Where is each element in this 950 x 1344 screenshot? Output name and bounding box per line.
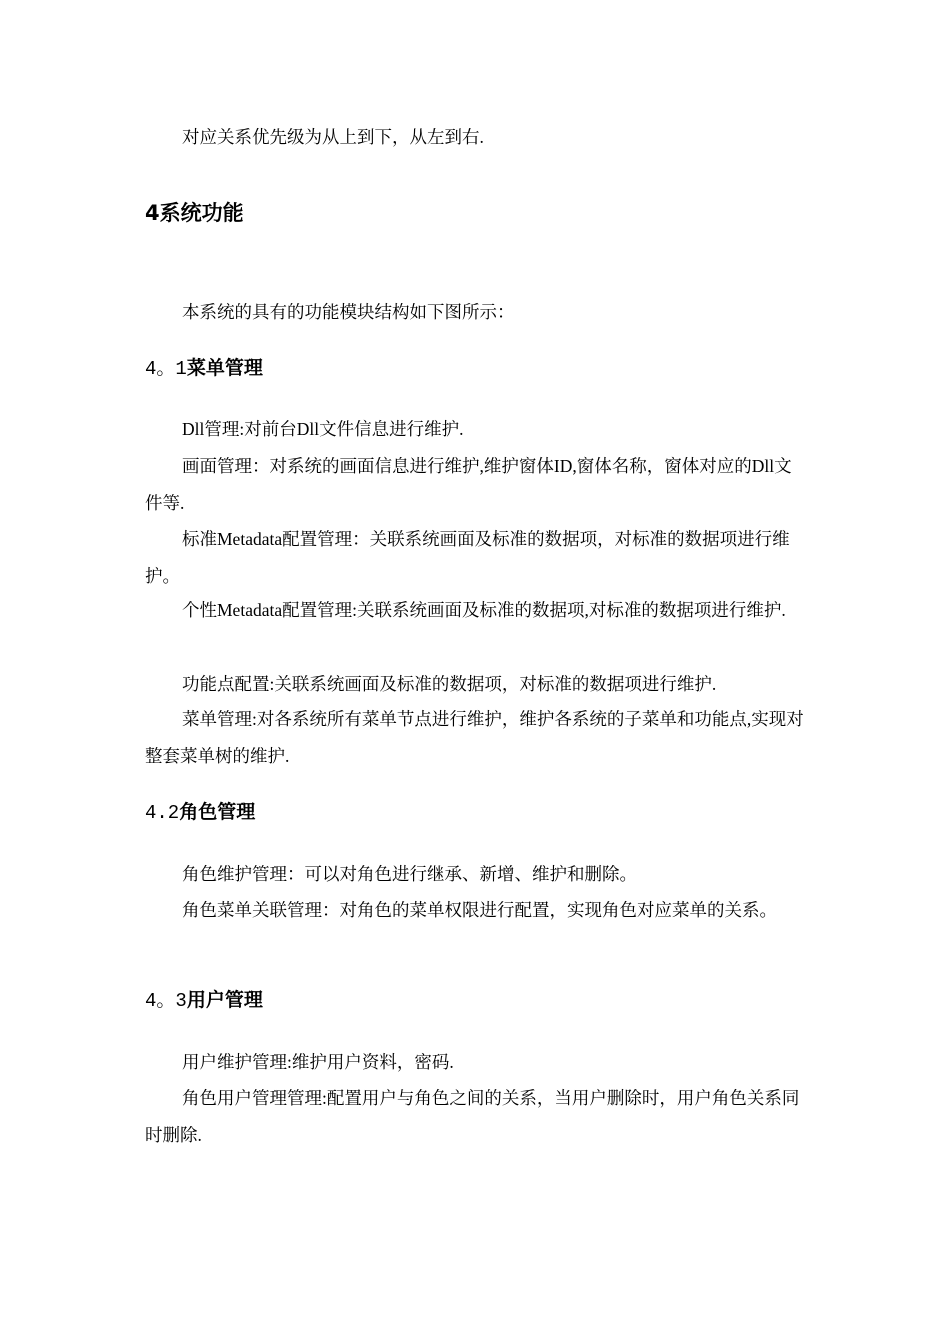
paragraph-dll-management: Dll管理:对前台Dll文件信息进行维护. (182, 419, 464, 439)
section-4-number: 4 (145, 201, 160, 225)
section-4-title: 系统功能 (159, 201, 244, 225)
paragraph-role-user: 角色用户管理管理:配置用户与角色之间的关系，当用户删除时，用户角色关系同时删除. (145, 1088, 800, 1145)
paragraph-screen-management: 画面管理：对系统的画面信息进行维护,维护窗体ID,窗体名称，窗体对应的Dll文件等. (145, 456, 792, 513)
paragraph-role-menu: 角色菜单关联管理：对角色的菜单权限进行配置，实现角色对应菜单的关系。 (182, 900, 777, 920)
section-4-1-number: 4。1 (145, 358, 187, 380)
paragraph-custom-metadata: 个性Metadata配置管理:关联系统画面及标准的数据项,对标准的数据项进行维护. (182, 600, 786, 620)
paragraph-standard-metadata: 标准Metadata配置管理：关联系统画面及标准的数据项，对标准的数据项进行维护。 (145, 529, 790, 586)
section-4-2-title: 角色管理 (179, 801, 256, 823)
section-4-3-number: 4。3 (145, 990, 187, 1012)
section-4-1-heading (145, 354, 263, 383)
paragraph-user-maintenance: 用户维护管理:维护用户资料，密码. (182, 1052, 454, 1072)
priority-note: 对应关系优先级为从上到下，从左到右. (182, 127, 484, 147)
section-4-2-number: 4.2 (145, 802, 180, 824)
section-4-intro: 本系统的具有的功能模块结构如下图所示： (182, 302, 515, 322)
section-4-heading (145, 198, 244, 228)
section-4-3-heading (145, 986, 263, 1015)
section-4-1-title: 菜单管理 (186, 357, 263, 379)
section-4-3-title: 用户管理 (186, 989, 263, 1011)
paragraph-function-point: 功能点配置:关联系统画面及标准的数据项，对标准的数据项进行维护. (182, 674, 717, 694)
section-4-2-heading (145, 798, 255, 827)
paragraph-menu-management: 菜单管理:对各系统所有菜单节点进行维护，维护各系统的子菜单和功能点,实现对整套菜单树的维护. (145, 709, 804, 766)
paragraph-role-maintenance: 角色维护管理：可以对角色进行继承、新增、维护和删除。 (182, 864, 637, 884)
